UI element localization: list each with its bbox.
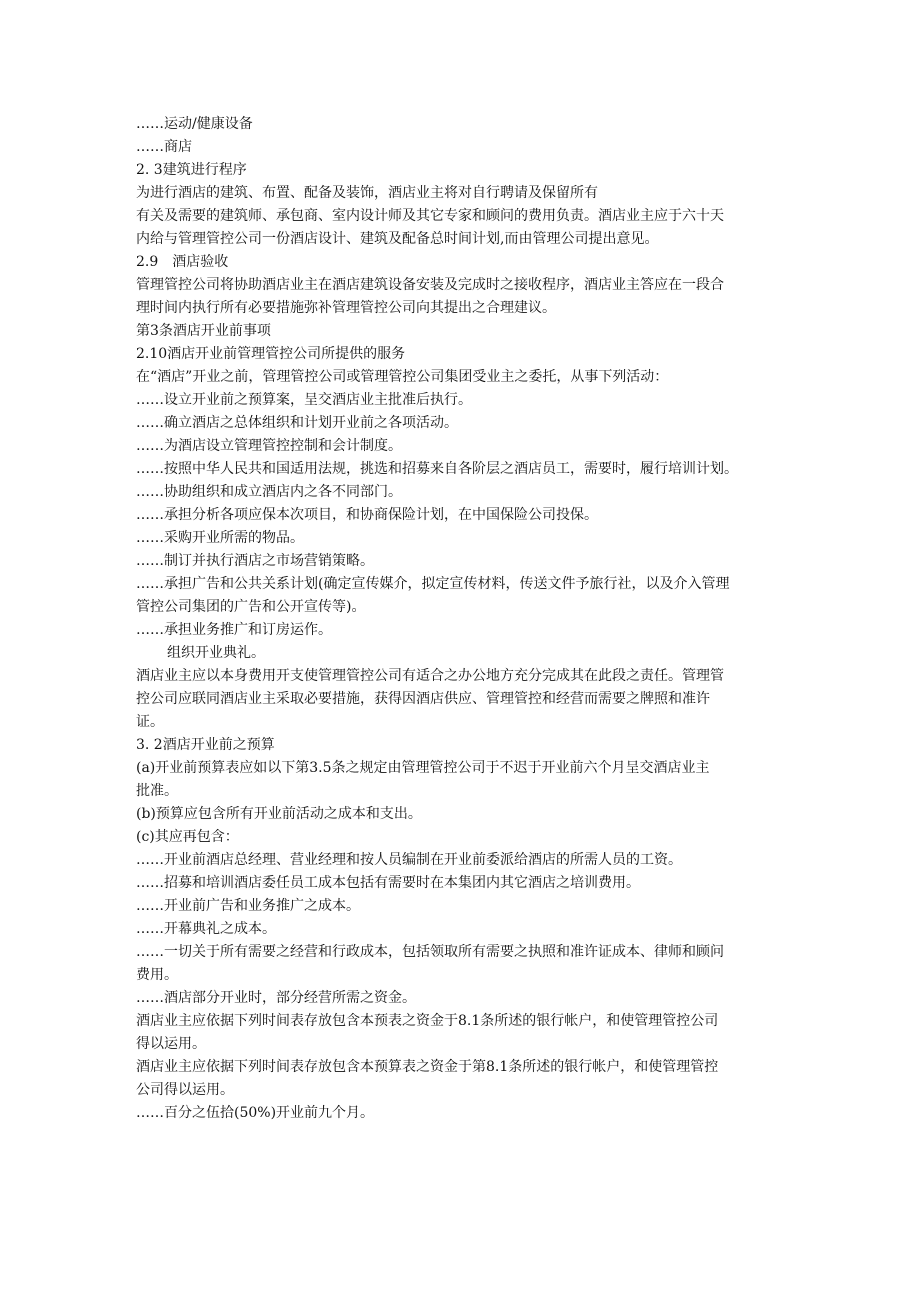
article-heading: 第3条酒店开业前事项 [136,323,271,339]
text-line: 公司得以运用。 [136,1082,234,1098]
text-line: (a)开业前预算表应如以下第3.5条之规定由管理管控公司于不迟于开业前六个月呈交酒店业主 [136,760,710,776]
text-line: 酒店业主应以本身费用开支使管理管控公司有适合之办公地方充分完成其在此段之责任。管理管 [136,668,724,684]
list-item: ……开业前广告和业务推广之成本。 [136,898,360,914]
text-line: 批准。 [136,783,178,799]
list-item: ……承担广告和公共关系计划(确定宣传媒介，拟定宣传材料，传送文件予旅行社，以及介入管理 [136,576,730,592]
list-item: ……一切关于所有需要之经营和行政成本，包括领取所有需要之执照和准许证成本、律师和顾问 [136,944,724,960]
section-heading: 2. 3建筑进行程序 [136,162,247,178]
text-line: 为进行酒店的建筑、布置、配备及装饰，酒店业主将对自行聘请及保留所有 [136,185,598,201]
text-line: 在“酒店”开业之前，管理管控公司或管理管控公司集团受业主之委托，从事下列活动： [136,369,669,385]
text-line: 管理管控公司将协助酒店业主在酒店建筑设备安装及完成时之接收程序，酒店业主答应在一段合 [136,277,724,293]
text-line: ……商店 [136,139,192,155]
list-item: 组织开业典礼。 [167,645,265,661]
list-item: ……制订并执行酒店之市场营销策略。 [136,553,374,569]
text-line: 理时间内执行所有必要措施弥补管理管控公司向其提出之合理建议。 [136,300,556,316]
list-item: ……百分之伍拾(50%)开业前九个月。 [136,1105,375,1121]
text-line: (c)其应再包含： [136,829,239,845]
list-item: ……确立酒店之总体组织和计划开业前之各项活动。 [136,415,458,431]
text-line: 酒店业主应依据下列时间表存放包含本预表之资金于8.1条所述的银行帐户，和使管理管控公司 [136,1013,719,1029]
list-item: ……按照中华人民共和国适用法规，挑选和招募来自各阶层之酒店员工，需要时，履行培训计划。 [136,461,738,477]
list-item: ……开幕典礼之成本。 [136,921,276,937]
list-item: ……招募和培训酒店委任员工成本包括有需要时在本集团内其它酒店之培训费用。 [136,875,640,891]
text-line: ……运动/健康设备 [136,116,253,132]
list-item: ……为酒店设立管理管控控制和会计制度。 [136,438,402,454]
text-line: 证。 [136,714,164,730]
text-line: 得以运用。 [136,1036,206,1052]
list-item: ……酒店部分开业时，部分经营所需之资金。 [136,990,416,1006]
list-item: ……采购开业所需的物品。 [136,530,304,546]
list-item: ……设立开业前之预算案，呈交酒店业主批准后执行。 [136,392,472,408]
text-line: 酒店业主应依据下列时间表存放包含本预算表之资金于第8.1条所述的银行帐户，和使管理管控 [136,1059,719,1075]
list-item: ……开业前酒店总经理、营业经理和按人员编制在开业前委派给酒店的所需人员的工资。 [136,852,682,868]
list-item: ……承担业务推广和订房运作。 [136,622,332,638]
document-body [136,113,796,1125]
list-item: ……协助组织和成立酒店内之各不同部门。 [136,484,402,500]
section-heading: 3. 2酒店开业前之预算 [136,737,275,753]
text-line: 管控公司集团的广告和公开宣传等)。 [136,599,366,615]
text-line: 有关及需要的建筑师、承包商、室内设计师及其它专家和顾问的费用负责。酒店业主应于六十天 [136,208,724,224]
section-heading: 2.10酒店开业前管理管控公司所提供的服务 [136,346,406,362]
list-item: ……承担分析各项应保本次项目，和协商保险计划，在中国保险公司投保。 [136,507,598,523]
text-line: 内给与管理管控公司一份酒店设计、建筑及配备总时间计划,而由管理公司提出意见。 [136,231,659,247]
text-line: 费用。 [136,967,178,983]
text-line: 控公司应联同酒店业主采取必要措施，获得因酒店供应、管理管控和经营而需要之牌照和准许 [136,691,710,707]
text-line: (b)预算应包含所有开业前活动之成本和支出。 [136,806,422,822]
section-heading: 2.9 酒店验收 [136,254,229,270]
